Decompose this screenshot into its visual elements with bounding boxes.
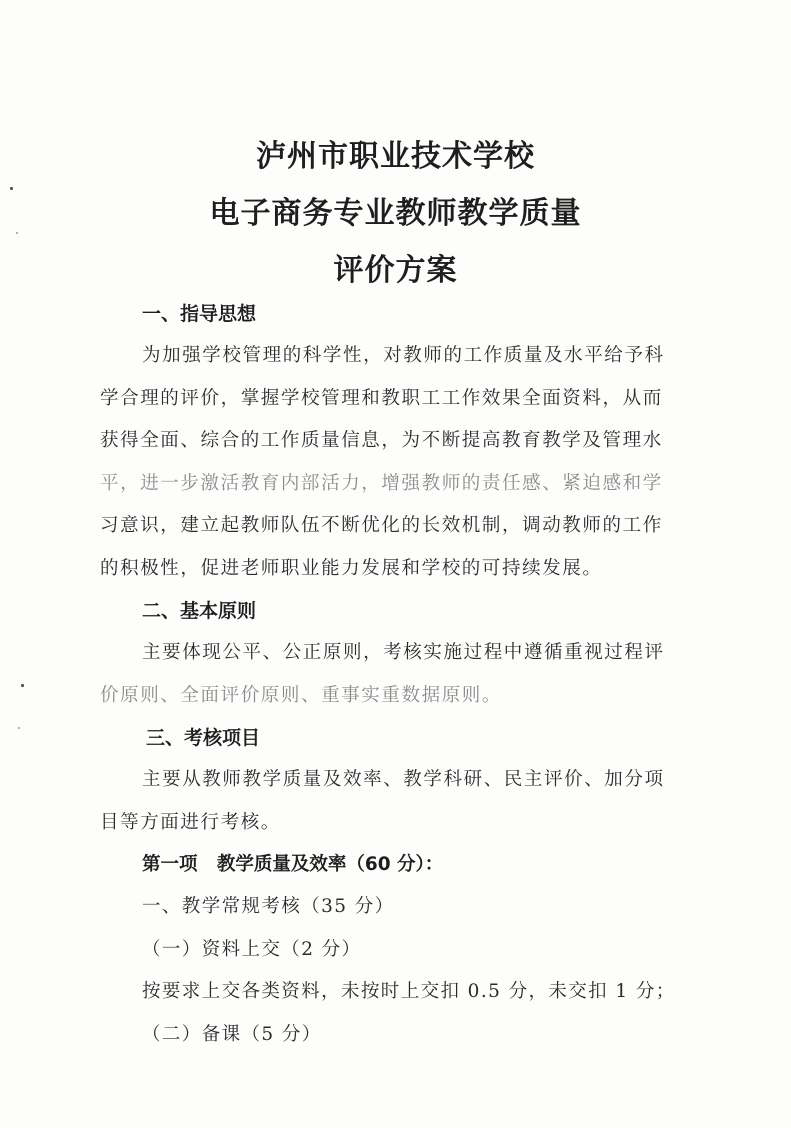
title-line-school: 泸州市职业技术学校 xyxy=(256,139,535,174)
paragraph-line: 主要体现公平、公正原则，考核实施过程中遵循重视过程评 xyxy=(142,642,665,663)
paragraph-line: 为加强学校管理的科学性，对教师的工作质量及水平给予科 xyxy=(142,345,665,366)
paragraph-line: 价原则、全面评价原则、重事实重数据原则。 xyxy=(100,684,503,706)
scan-speck xyxy=(18,727,20,729)
item-line-lesson-prep: （二）备课（5 分） xyxy=(142,1023,322,1045)
section-paragraph-guiding-thought xyxy=(100,335,694,590)
section-paragraph-basic-principles xyxy=(100,632,694,717)
document-body xyxy=(100,293,694,1056)
item-line-routine-assessment: 一、教学常规考核（35 分） xyxy=(142,896,395,917)
item-line-material-submission: （一）资料上交（2 分） xyxy=(142,938,362,960)
section-paragraph-assessment-items xyxy=(100,759,694,844)
paragraph-line: 学合理的评价，掌握学校管理和教职工工作效果全面资料，从而 xyxy=(100,387,663,409)
document-title xyxy=(0,128,791,299)
paragraph-line: 目等方面进行考核。 xyxy=(100,811,281,833)
scan-speck xyxy=(21,684,24,687)
item-line-submission-rule: 按要求上交各类资料，未按时上交扣 0.5 分，未交扣 1 分； xyxy=(142,981,676,1002)
section-heading-assessment-items: 三、考核项目 xyxy=(146,727,261,749)
item-heading-teaching-quality: 第一项 教学质量及效率（60 分）： xyxy=(142,854,444,875)
section-heading-guiding-thought: 一、指导思想 xyxy=(142,303,257,325)
title-line-plan: 评价方案 xyxy=(333,253,458,288)
paragraph-line: 平，进一步激活教育内部活力，增强教师的责任感、紧迫感和学 xyxy=(100,472,663,494)
paragraph-line: 获得全面、综合的工作质量信息，为不断提高教育教学及管理水 xyxy=(100,430,663,451)
paragraph-line: 主要从教师教学质量及效率、教学科研、民主评价、加分项 xyxy=(142,769,665,790)
paragraph-line: 习意识，建立起教师队伍不断优化的长效机制，调动教师的工作 xyxy=(100,515,663,536)
paragraph-line: 的积极性，促进老师职业能力发展和学校的可持续发展。 xyxy=(100,557,603,579)
section-heading-basic-principles: 二、基本原则 xyxy=(142,600,257,622)
title-line-subject: 电子商务专业教师教学质量 xyxy=(209,196,582,231)
